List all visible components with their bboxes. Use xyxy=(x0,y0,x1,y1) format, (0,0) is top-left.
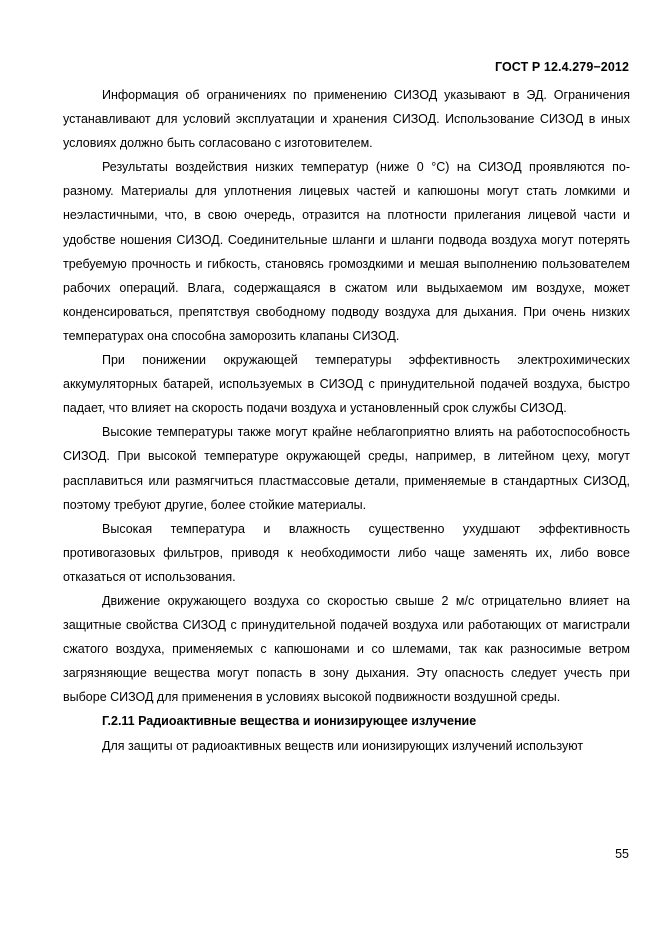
paragraph-humidity-filters: Высокая температура и влажность существенно ухудшают эффективность противогазовых фильтров, приводя к необходимости либо чаще заменять их, либо вовсе отказаться от использования. xyxy=(63,521,630,584)
page-number: 55 xyxy=(615,847,629,861)
section-heading: Г.2.11 Радиоактивные вещества и ионизирующее излучение xyxy=(102,714,477,729)
document-code: ГОСТ Р 12.4.279−2012 xyxy=(494,60,629,74)
document-body xyxy=(63,83,630,758)
paragraph-usage-limits: Информация об ограничениях по применению СИЗОД указывают в ЭД. Ограничения устанавливают для условий эксплуатации и хранения СИЗОД. Использование СИЗОД в иных условиях должно быть согласовано с изготовителем. xyxy=(63,88,630,151)
section-text: Для защиты от радиоактивных веществ или ионизирующих излучений используют xyxy=(102,738,584,753)
paragraph-high-temperature: Высокие температуры также могут крайне неблагоприятно влиять на работоспособность СИЗОД. При высокой температуре окружающей среды, например, в литейном цеху, могут расплавиться или размягчиться пластмассовые детали, применяемые в стандартных СИЗОД, поэтому требуют другие, более стойкие материалы. xyxy=(63,425,630,512)
paragraph-air-movement: Движение окружающего воздуха со скоростью свыше 2 м/с отрицательно влияет на защитные свойства СИЗОД с принудительной подачей воздуха или работающих от магистрали сжатого воздуха, применяемых с капюшонами и со шлемами, так как разносимые ветром загрязняющие вещества могут попасть в зону дыхания. Эту опасность следует учесть при выборе СИЗОД для применения в условиях высокой подвижности воздушной среды. xyxy=(63,593,630,705)
paragraph-low-temperature: Результаты воздействия низких температур (ниже 0 °С) на СИЗОД проявляются по-разному. Материалы для уплотнения лицевых частей и капюшоны могут стать ломкими и неэластичными, что, в свою очередь, отразится на плотности прилегания лицевой части и удобстве ношения СИЗОД. Соединительные шланги и шланги подвода воздуха могут потерять требуемую прочность и гибкость, становясь громоздкими и мешая выполнению пользователем рабочих операций. Влага, содержащаяся в сжатом или выдыхаемом им воздухе, может конденсироваться, препятствуя свободному подводу воздуха для дыхания. При очень низких температурах она способна заморозить клапаны СИЗОД. xyxy=(63,160,630,343)
paragraph-battery-efficiency: При понижении окружающей температуры эффективность электрохимических аккумуляторных батарей, используемых в СИЗОД с принудительной подачей воздуха, быстро падает, что влияет на скорость подачи воздуха и установленный срок службы СИЗОД. xyxy=(63,353,630,416)
